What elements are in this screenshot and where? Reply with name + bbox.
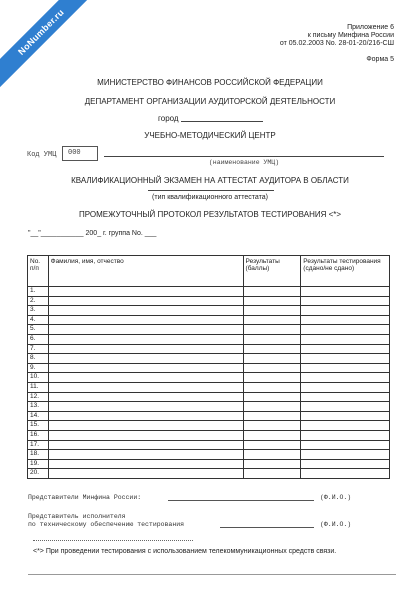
executor-label-line2: по техническому обеспечению тестирования [28,521,185,528]
fullname-cell [48,296,243,306]
minfin-representatives-label: Представители Минфина России: [28,494,142,501]
row-number-cell: 4. [28,315,49,325]
executor-fio-caption: (Ф.И.О.) [320,521,352,528]
table-row [28,363,390,373]
page-bottom-rule [28,574,396,575]
row-number-cell: 16. [28,430,49,440]
score-cell [243,334,301,344]
result-cell [301,363,390,373]
score-cell [243,421,301,431]
fullname-cell [48,469,243,479]
result-cell [301,287,390,297]
row-number-cell: 6. [28,334,49,344]
table-row [28,392,390,402]
fullname-cell [48,402,243,412]
score-cell [243,411,301,421]
row-number-cell: 19. [28,459,49,469]
fullname-cell [48,363,243,373]
score-cell [243,382,301,392]
ministry-title: МИНИСТЕРСТВО ФИНАНСОВ РОССИЙСКОЙ ФЕДЕРАЦИИ [97,78,323,87]
table-row [28,402,390,412]
attestat-type-line [148,190,274,191]
table-row [28,373,390,383]
score-cell [243,287,301,297]
score-cell [243,373,301,383]
score-cell [243,402,301,412]
footnote: <*> При проведении тестирования с использованием телекоммуникационных средств связи. [33,548,337,555]
score-cell [243,315,301,325]
score-cell [243,344,301,354]
form-number: Форма 5 [366,56,394,63]
table-row [28,411,390,421]
table-row [28,354,390,364]
result-cell [301,469,390,479]
fullname-cell [48,287,243,297]
score-cell [243,363,301,373]
fullname-cell [48,306,243,316]
fullname-cell [48,382,243,392]
table-row [28,334,390,344]
score-cell [243,354,301,364]
fullname-cell [48,354,243,364]
score-cell [243,306,301,316]
fullname-cell [48,344,243,354]
col-header-fullname: Фамилия, имя, отчество [48,256,243,287]
row-number-cell: 12. [28,392,49,402]
row-number-cell: 13. [28,402,49,412]
letter-date-number: от 05.02.2003 No. 28-01-20/216-СШ [279,40,394,47]
row-number-cell: 18. [28,450,49,460]
result-cell [301,392,390,402]
footnote-separator [33,540,193,541]
result-cell [301,344,390,354]
minfin-fio-caption: (Ф.И.О.) [320,494,352,501]
table-row [28,421,390,431]
watermark-ribbon: NoNumber.ru [0,0,101,92]
row-number-cell: 20. [28,469,49,479]
score-cell [243,296,301,306]
minfin-signature-line [168,500,314,501]
table-row [28,440,390,450]
row-number-cell: 11. [28,382,49,392]
table-row [28,325,390,335]
result-cell [301,430,390,440]
fullname-cell [48,315,243,325]
score-cell [243,450,301,460]
table-row [28,382,390,392]
fullname-cell [48,392,243,402]
umc-code-value: 000 [68,149,81,157]
appendix-label: Приложение 6 [347,24,394,31]
table-row [28,287,390,297]
score-cell [243,430,301,440]
result-cell [301,315,390,325]
row-number-cell: 17. [28,440,49,450]
table-header-row [28,256,390,287]
fullname-cell [48,373,243,383]
col-header-score: Результаты (баллы) [243,256,301,287]
city-label: город [158,114,179,123]
row-number-cell: 3. [28,306,49,316]
row-number-cell: 15. [28,421,49,431]
attestat-type-caption: (тип квалификационного аттестата) [152,194,268,201]
result-cell [301,402,390,412]
department-title: ДЕПАРТАМЕНТ ОРГАНИЗАЦИИ АУДИТОРСКОЙ ДЕЯТЕЛЬНОСТИ [84,97,336,106]
fullname-cell [48,459,243,469]
row-number-cell: 10. [28,373,49,383]
row-number-cell: 8. [28,354,49,364]
umc-code-label: Код УМЦ [27,151,57,159]
result-cell [301,459,390,469]
result-cell [301,450,390,460]
table-row [28,469,390,479]
score-cell [243,459,301,469]
table-row [28,459,390,469]
umc-name-caption: (наименование УМЦ) [208,159,280,166]
fullname-cell [48,334,243,344]
table-row [28,430,390,440]
col-header-number: No. п/п [28,256,49,287]
col-header-result: Результаты тестирования (сдано/не сдано) [301,256,390,287]
document-header [194,24,394,64]
row-number-cell: 14. [28,411,49,421]
result-cell [301,373,390,383]
result-cell [301,306,390,316]
umc-title: УЧЕБНО-МЕТОДИЧЕСКИЙ ЦЕНТР [144,131,276,140]
table-row [28,315,390,325]
row-number-cell: 9. [28,363,49,373]
exam-title: КВАЛИФИКАЦИОННЫЙ ЭКЗАМЕН НА АТТЕСТАТ АУДИТОРА В ОБЛАСТИ [71,176,349,185]
row-number-cell: 2. [28,296,49,306]
table-row [28,344,390,354]
fullname-cell [48,440,243,450]
table-row [28,296,390,306]
result-cell [301,325,390,335]
result-cell [301,411,390,421]
city-field-line [181,121,263,122]
date-group-line: "__"___________ 200_ г. группа No. ___ [28,230,157,237]
fullname-cell [48,411,243,421]
result-cell [301,334,390,344]
row-number-cell: 5. [28,325,49,335]
fullname-cell [48,325,243,335]
result-cell [301,421,390,431]
letter-reference: к письму Минфина России [307,32,394,39]
table-row [28,306,390,316]
fullname-cell [48,421,243,431]
row-number-cell: 7. [28,344,49,354]
result-cell [301,382,390,392]
score-cell [243,325,301,335]
executor-signature-line [220,527,314,528]
score-cell [243,469,301,479]
score-cell [243,440,301,450]
result-cell [301,354,390,364]
fullname-cell [48,450,243,460]
results-table [27,255,390,479]
score-cell [243,392,301,402]
result-cell [301,296,390,306]
protocol-title: ПРОМЕЖУТОЧНЫЙ ПРОТОКОЛ РЕЗУЛЬТАТОВ ТЕСТИРОВАНИЯ <*> [78,210,342,219]
fullname-cell [48,430,243,440]
executor-label-line1: Представитель исполнителя [28,513,126,520]
umc-name-line [104,156,384,157]
result-cell [301,440,390,450]
table-row [28,450,390,460]
row-number-cell: 1. [28,287,49,297]
